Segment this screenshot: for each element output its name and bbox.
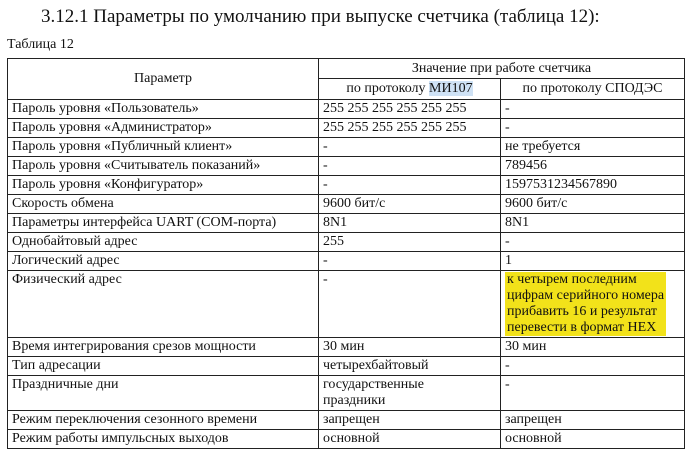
- mi107-cell: 255 255 255 255 255 255: [319, 100, 501, 119]
- section-heading: 3.12.1 Параметры по умолчанию при выпуске счетчика (таблица 12):: [41, 6, 600, 27]
- header-param: Параметр: [8, 59, 319, 100]
- table-row: [8, 357, 685, 376]
- spodes-cell: -: [501, 100, 685, 119]
- header-spodes: по протоколу СПОДЭС: [501, 79, 685, 100]
- spodes-cell: -: [501, 119, 685, 138]
- spodes-cell: запрещен: [501, 411, 685, 430]
- mi107-cell: 8N1: [319, 214, 501, 233]
- param-cell: Физический адрес: [8, 271, 319, 338]
- mi107-cell: основной: [319, 430, 501, 449]
- table-row: [8, 338, 685, 357]
- table-row: [8, 214, 685, 233]
- param-cell: Время интегрирования срезов мощности: [8, 338, 319, 357]
- table-row: [8, 233, 685, 252]
- mi107-cell: [319, 376, 501, 411]
- param-cell: Пароль уровня «Пользователь»: [8, 100, 319, 119]
- param-cell: Режим переключения сезонного времени: [8, 411, 319, 430]
- param-cell: Тип адресации: [8, 357, 319, 376]
- spodes-cell: -: [501, 376, 685, 411]
- cell-line: государственные: [323, 377, 424, 392]
- note-line: прибавить 16 и результат: [507, 304, 658, 319]
- note-line: к четырем последним: [507, 272, 637, 287]
- param-cell: Праздничные дни: [8, 376, 319, 411]
- spodes-cell: 9600 бит/с: [501, 195, 685, 214]
- spodes-cell: не требуется: [501, 138, 685, 157]
- mi107-cell: -: [319, 138, 501, 157]
- note-line: цифрам серийного номера: [507, 288, 665, 303]
- spodes-cell: 30 мин: [501, 338, 685, 357]
- mi107-cell: -: [319, 176, 501, 195]
- spodes-cell: основной: [501, 430, 685, 449]
- mi107-cell: -: [319, 252, 501, 271]
- spodes-cell: 1597531234567890: [501, 176, 685, 195]
- param-cell: Пароль уровня «Публичный клиент»: [8, 138, 319, 157]
- highlighted-note: [505, 272, 666, 336]
- spodes-cell: -: [501, 233, 685, 252]
- param-cell: Пароль уровня «Считыватель показаний»: [8, 157, 319, 176]
- table-row: [8, 411, 685, 430]
- param-cell: Режим работы импульсных выходов: [8, 430, 319, 449]
- param-cell: Скорость обмена: [8, 195, 319, 214]
- param-cell: Однобайтовый адрес: [8, 233, 319, 252]
- table-row: [8, 252, 685, 271]
- table-row: [8, 157, 685, 176]
- spodes-cell-highlighted: [501, 271, 685, 338]
- table-caption: Таблица 12: [7, 37, 74, 52]
- table-row: [8, 119, 685, 138]
- selected-text: МИ107: [429, 81, 473, 96]
- mi107-cell: запрещен: [319, 411, 501, 430]
- table-row: [8, 271, 685, 338]
- mi107-cell: 9600 бит/с: [319, 195, 501, 214]
- mi107-cell: четырехбайтовый: [319, 357, 501, 376]
- mi107-cell: -: [319, 271, 501, 338]
- mi107-cell: 255 255 255 255 255 255: [319, 119, 501, 138]
- note-line: перевести в формат HEX: [507, 320, 657, 335]
- header-mi107: по протоколу МИ107: [319, 79, 501, 100]
- table-row: [8, 100, 685, 119]
- table-row: [8, 176, 685, 195]
- spodes-cell: 1: [501, 252, 685, 271]
- table-row: [8, 195, 685, 214]
- header-value-group: Значение при работе счетчика: [319, 59, 685, 79]
- mi107-cell: 30 мин: [319, 338, 501, 357]
- param-cell: Параметры интерфейса UART (COM-порта): [8, 214, 319, 233]
- mi107-cell: -: [319, 157, 501, 176]
- param-cell: Пароль уровня «Администратор»: [8, 119, 319, 138]
- table-row: [8, 138, 685, 157]
- spodes-cell: 789456: [501, 157, 685, 176]
- table-row: [8, 376, 685, 411]
- spodes-cell: 8N1: [501, 214, 685, 233]
- parameters-table: [7, 58, 685, 449]
- spodes-cell: -: [501, 357, 685, 376]
- param-cell: Пароль уровня «Конфигуратор»: [8, 176, 319, 195]
- param-cell: Логический адрес: [8, 252, 319, 271]
- table-row: [8, 430, 685, 449]
- mi107-cell: 255: [319, 233, 501, 252]
- cell-line: праздники: [323, 393, 386, 408]
